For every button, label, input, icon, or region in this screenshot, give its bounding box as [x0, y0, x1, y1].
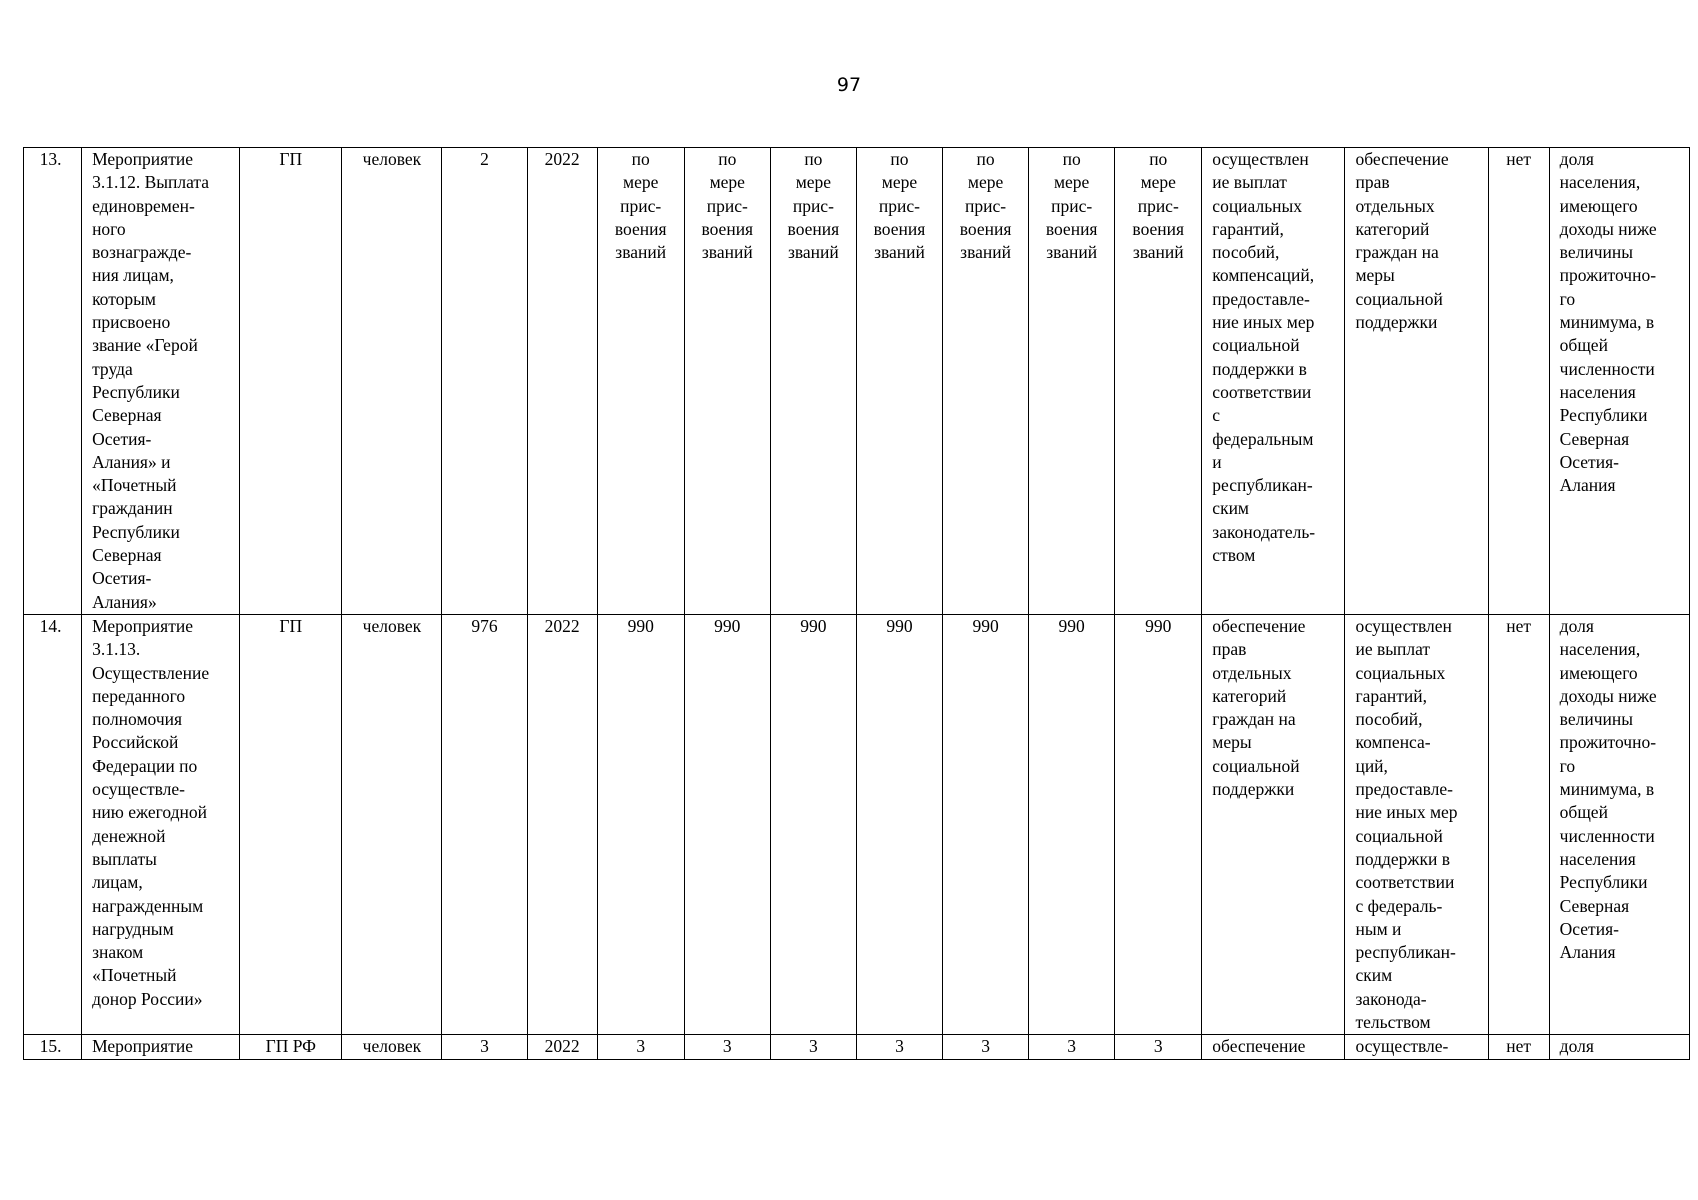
- indicator-text: доля населения, имеющего доходы ниже величины прожиточно- го минимума, в общей численности населения Республики Северная Осетия- Алания: [1549, 148, 1689, 615]
- indicator-text: доля населения, имеющего доходы ниже величины прожиточно- го минимума, в общей численности населения Республики Северная Осетия- Алания: [1549, 614, 1689, 1034]
- goal-text: осуществлен ие выплат социальных гарантий, пособий, компенса- ций, предоставле- ние иных мер социальной поддержки в соответствии с федераль- ным и республикан- ским законода- тельством: [1345, 614, 1488, 1034]
- measures-table: [23, 147, 1690, 1060]
- year-value: по мере прис- воения званий: [684, 148, 770, 615]
- year-value: 990: [943, 614, 1029, 1034]
- indicator-text: доля: [1549, 1035, 1689, 1059]
- page-number: 97: [836, 74, 862, 96]
- year-value: по мере прис- воения званий: [597, 148, 684, 615]
- year-value: 3: [684, 1035, 770, 1059]
- year-value: 990: [597, 614, 684, 1034]
- year-value: 3: [1029, 1035, 1115, 1059]
- table-row: [24, 148, 1690, 615]
- program-type: ГП: [240, 148, 342, 615]
- base-year: 2022: [527, 614, 597, 1034]
- year-value: 990: [684, 614, 770, 1034]
- row-number: 15.: [24, 1035, 82, 1059]
- task-text: осуществлен ие выплат социальных гарантий, пособий, компенсаций, предоставле- ние иных мер социальной поддержки в соответствии с федеральным и республикан- ским законодатель- ством: [1202, 148, 1345, 615]
- task-text: обеспечение: [1202, 1035, 1345, 1059]
- base-value: 3: [442, 1035, 527, 1059]
- base-value: 976: [442, 614, 527, 1034]
- year-value: по мере прис- воения званий: [1115, 148, 1202, 615]
- unit: человек: [342, 1035, 442, 1059]
- year-value: 990: [856, 614, 942, 1034]
- measure-name: Мероприятие 3.1.12. Выплата единовремен- ного вознагражде- ния лицам, которым присвоено звание «Герой труда Республики Северная Осетия- Алания» и «Почетный гражданин Республики Северная Осетия- Алания»: [82, 148, 240, 615]
- row-number: 13.: [24, 148, 82, 615]
- year-value: 990: [770, 614, 856, 1034]
- year-value: по мере прис- воения званий: [1029, 148, 1115, 615]
- year-value: 3: [943, 1035, 1029, 1059]
- goal-text: осуществле-: [1345, 1035, 1488, 1059]
- program-type: ГП РФ: [240, 1035, 342, 1059]
- year-value: по мере прис- воения званий: [856, 148, 942, 615]
- year-value: 3: [597, 1035, 684, 1059]
- measure-name: Мероприятие 3.1.13. Осуществление переданного полномочия Российской Федерации по осуществле- нию ежегодной денежной выплаты лицам, награжденным нагрудным знаком «Почетный донор России»: [82, 614, 240, 1034]
- year-value: 990: [1029, 614, 1115, 1034]
- base-year: 2022: [527, 148, 597, 615]
- year-value: по мере прис- воения званий: [943, 148, 1029, 615]
- program-type: ГП: [240, 614, 342, 1034]
- goal-text: обеспечение прав отдельных категорий граждан на меры социальной поддержки: [1345, 148, 1488, 615]
- year-value: 3: [770, 1035, 856, 1059]
- unit: человек: [342, 614, 442, 1034]
- year-value: 990: [1115, 614, 1202, 1034]
- flag: нет: [1488, 614, 1549, 1034]
- table-row: [24, 1035, 1690, 1059]
- flag: нет: [1488, 1035, 1549, 1059]
- unit: человек: [342, 148, 442, 615]
- measure-name: Мероприятие: [82, 1035, 240, 1059]
- flag: нет: [1488, 148, 1549, 615]
- base-year: 2022: [527, 1035, 597, 1059]
- table-row: [24, 614, 1690, 1034]
- row-number: 14.: [24, 614, 82, 1034]
- year-value: 3: [856, 1035, 942, 1059]
- year-value: 3: [1115, 1035, 1202, 1059]
- task-text: обеспечение прав отдельных категорий граждан на меры социальной поддержки: [1202, 614, 1345, 1034]
- year-value: по мере прис- воения званий: [770, 148, 856, 615]
- base-value: 2: [442, 148, 527, 615]
